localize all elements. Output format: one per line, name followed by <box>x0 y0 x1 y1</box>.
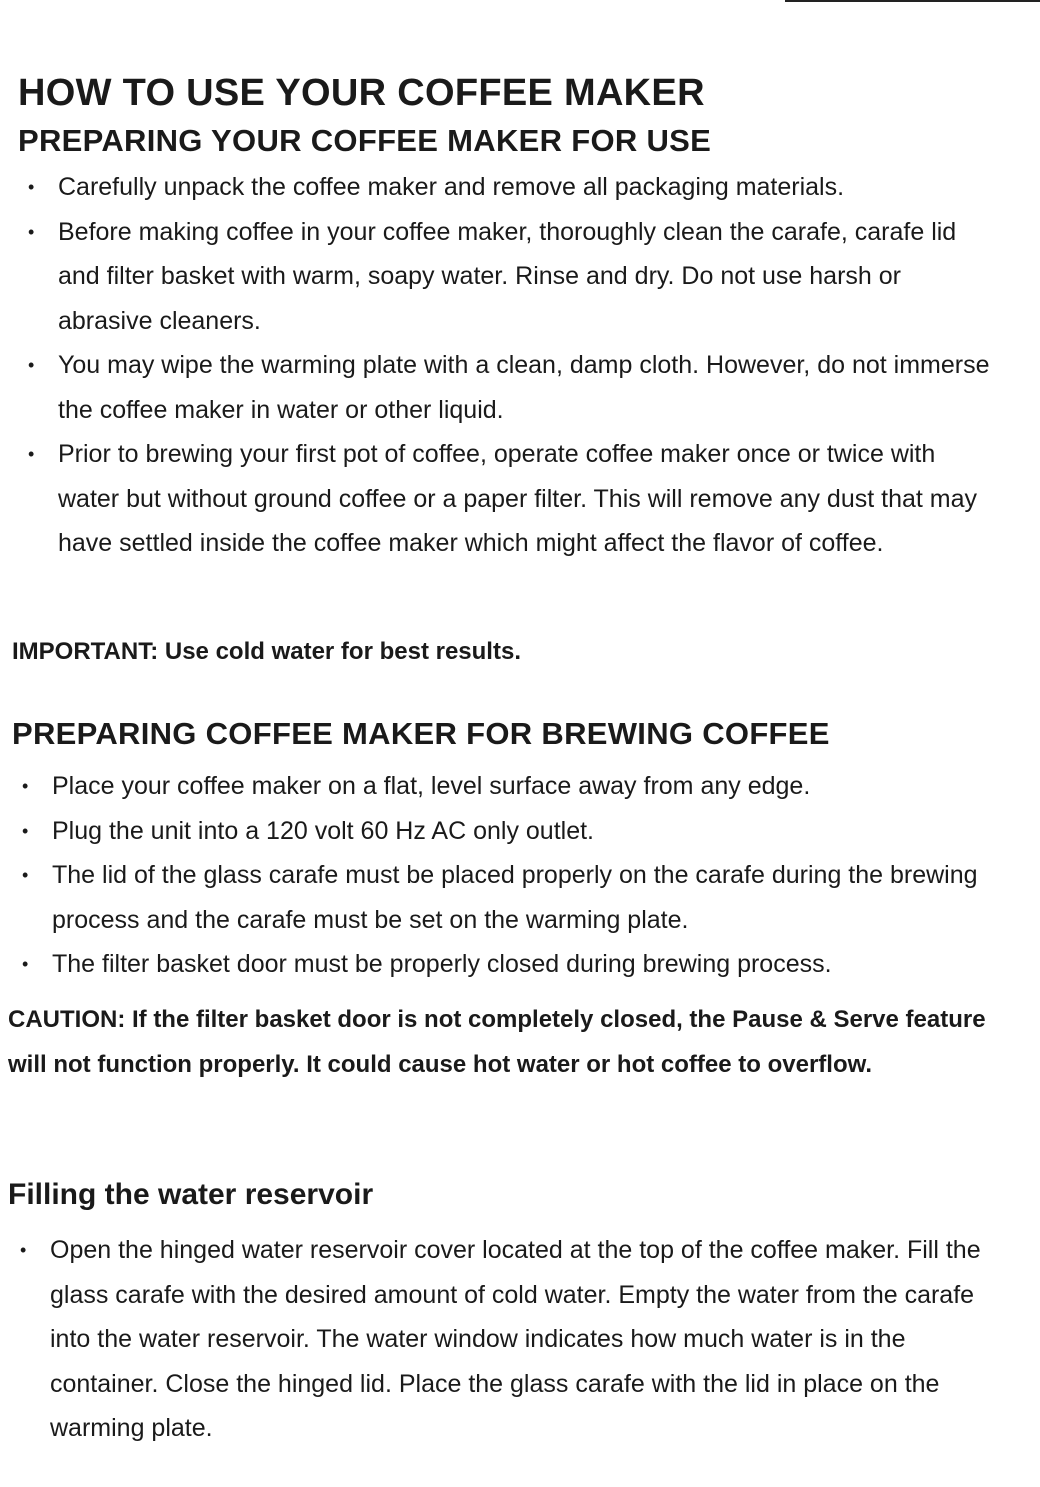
list-item <box>22 809 992 854</box>
bullet-list-preparing-for-use <box>28 165 998 566</box>
list-item <box>28 343 998 432</box>
bullet-icon: • <box>20 1240 27 1260</box>
section-heading-preparing-for-brewing: PREPARING COFFEE MAKER FOR BREWING COFFEE <box>12 716 830 751</box>
list-item-text: The lid of the glass carafe must be placed properly on the carafe during the brewing process and the carafe must be set on the warming plate. <box>52 861 978 934</box>
list-item <box>20 1228 995 1451</box>
bullet-icon: • <box>28 355 35 375</box>
list-item <box>22 853 992 942</box>
list-item-text: Place your coffee maker on a flat, level surface away from any edge. <box>52 772 811 800</box>
list-item-text: You may wipe the warming plate with a clean, damp cloth. However, do not immerse the coffee maker in water or other liquid. <box>58 351 990 424</box>
bullet-icon: • <box>22 820 29 841</box>
bullet-icon: • <box>28 444 35 464</box>
bullet-icon: • <box>22 954 29 974</box>
list-item <box>28 210 998 344</box>
page-title: HOW TO USE YOUR COFFEE MAKER <box>18 72 705 114</box>
bullet-icon: • <box>22 865 29 885</box>
important-note: IMPORTANT: Use cold water for best results. <box>12 638 521 665</box>
list-item <box>28 165 998 210</box>
list-item-text: Prior to brewing your first pot of coffee, operate coffee maker once or twice with water but without ground coffee or a paper filter. This will remove any dust that may have settled inside the coffee maker which might affect the flavor of coffee. <box>58 440 977 557</box>
bullet-icon: • <box>28 221 35 242</box>
list-item-text: Carefully unpack the coffee maker and remove all packaging materials. <box>58 173 845 201</box>
bullet-icon: • <box>22 776 29 796</box>
list-item <box>28 432 998 566</box>
bullet-icon: • <box>28 177 35 197</box>
list-item-text: Before making coffee in your coffee maker, thoroughly clean the carafe, carafe lid and filter basket with warm, soapy water. Rinse and dry. Do not use harsh or abrasive cleaners. <box>58 217 957 335</box>
bullet-list-preparing-for-brewing <box>22 764 992 987</box>
list-item <box>22 942 992 987</box>
list-item-text: Open the hinged water reservoir cover located at the top of the coffee maker. Fill the glass carafe with the desired amount of cold water. Empty the water from the carafe into the water reservoir. The water window indicates how much water is in the container. Close the hinged lid. Place the glass carafe with the lid in place on the warming plate. <box>50 1236 981 1442</box>
list-item <box>22 764 992 809</box>
caution-note: CAUTION: If the filter basket door is not completely closed, the Pause & Serve feature will not function properly. It could cause hot water or hot coffee to overflow. <box>8 1006 986 1078</box>
section-heading-filling-reservoir: Filling the water reservoir <box>8 1178 374 1211</box>
list-item-text: Plug the unit into a 120 volt 60 Hz AC only outlet. <box>52 816 595 845</box>
list-item-text: The filter basket door must be properly closed during brewing process. <box>52 950 832 978</box>
bullet-list-filling-reservoir <box>20 1228 995 1451</box>
section-heading-preparing-for-use: PREPARING YOUR COFFEE MAKER FOR USE <box>18 123 712 158</box>
